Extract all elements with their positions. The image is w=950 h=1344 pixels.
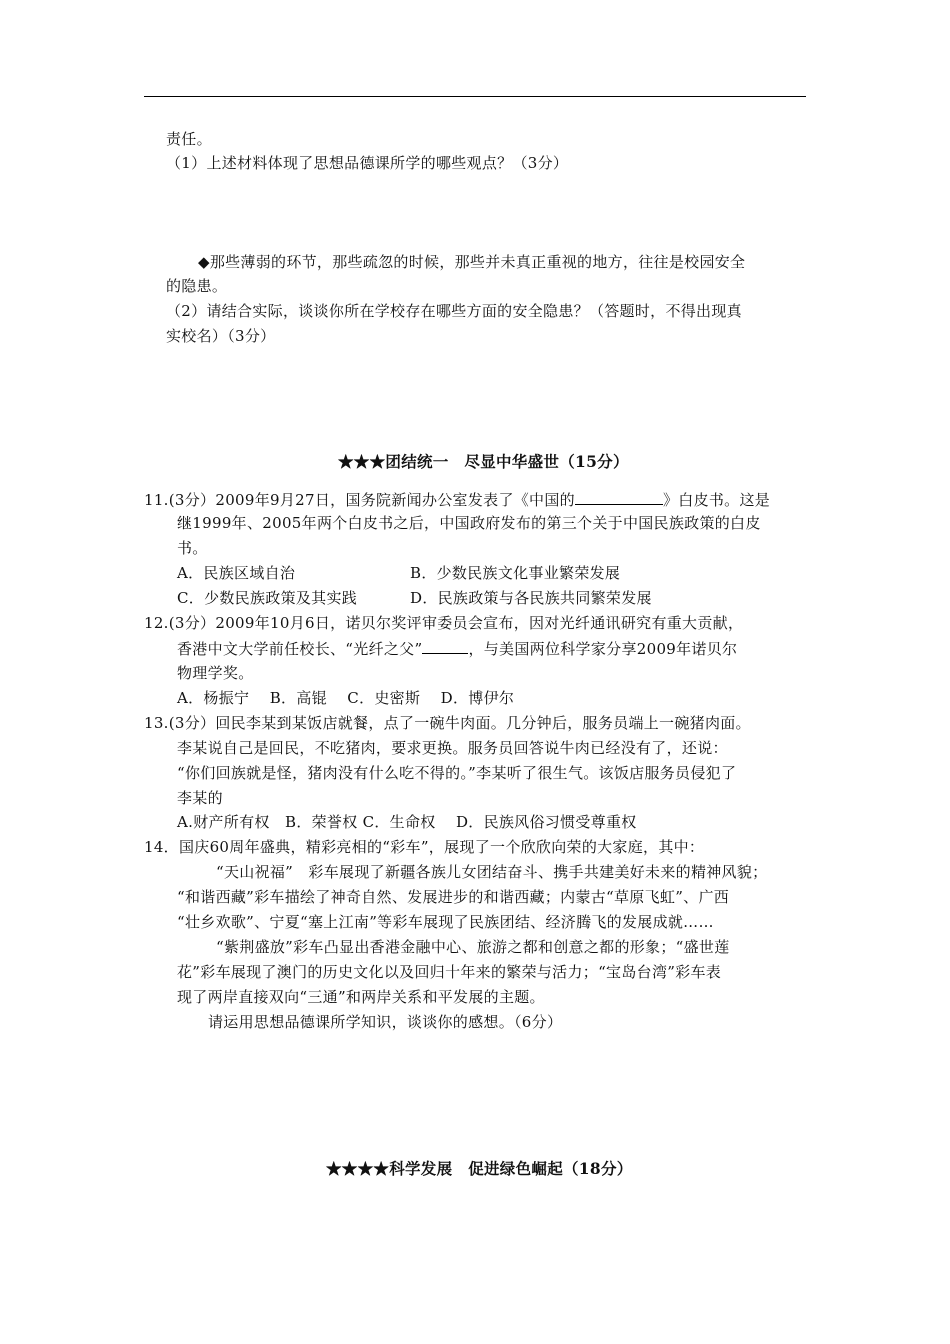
option-d: D．民族政策与各民族共同繁荣发展 [410, 589, 652, 607]
question-13-line: 李某的 [177, 789, 223, 807]
question-12-options: A．杨振宁 B．高锟 C．史密斯 D．博伊尔 [177, 689, 515, 707]
question-14-line: “天山祝福” 彩车展现了新疆各族儿女团结奋斗、携手共建美好未来的精神风貌； [216, 863, 768, 881]
question-part-2-cont: 实校名）（3分） [166, 327, 276, 345]
question-14-line: “紫荆盛放”彩车凸显出香港金融中心、旅游之都和创意之都的形象；“盛世莲 [216, 938, 730, 956]
material-line: 的隐患。 [166, 277, 228, 295]
question-14-line: “和谐西藏”彩车描绘了神奇自然、发展进步的和谐西藏；内蒙古“草原飞虹”、广西 [177, 888, 730, 906]
question-11: 11.(3分）2009年9月27日，国务院新闻办公室发表了《中国的 》白皮书。这是 [144, 491, 771, 509]
question-14-line: “壮乡欢歌”、宁夏“塞上江南”等彩车展现了民族团结、经济腾飞的发展成就…… [177, 913, 714, 931]
question-14-prompt: 请运用思想品德课所学知识，谈谈你的感想。（6分） [208, 1013, 563, 1031]
header-rule [144, 96, 806, 97]
question-13-line: “你们回族就是怪，猪肉没有什么吃不得的。”李某听了很生气。该饭店服务员侵犯了 [177, 764, 737, 782]
question-13: 13.(3分）回民李某到某饭店就餐，点了一碗牛肉面。几分钟后，服务员端上一碗猪肉面。 [144, 714, 751, 732]
question-13-options: A.财产所有权 B．荣誉权 C．生命权 D．民族风俗习惯受尊重权 [177, 813, 637, 831]
question-12-line: 香港中文大学前任校长、“光纤之父” ，与美国两位科学家分享2009年诺贝尔 [177, 640, 738, 658]
question-14: 14．国庆60周年盛典，精彩亮相的“彩车”，展现了一个欣欣向荣的大家庭，其中： [144, 838, 705, 856]
question-14-line: 花”彩车展现了澳门的历史文化以及回归十年来的繁荣与活力；“宝岛台湾”彩车表 [177, 963, 722, 981]
question-14-line: 现了两岸直接双向“三通”和两岸关系和平发展的主题。 [177, 988, 545, 1006]
answer-blank [575, 490, 663, 505]
option-b: B．少数民族文化事业繁荣发展 [410, 564, 621, 582]
question-part-2: （2）请结合实际，谈谈你所在学校存在哪些方面的安全隐患？（答题时，不得出现真 [166, 302, 742, 320]
option-c: C．少数民族政策及其实践 [177, 589, 358, 607]
question-part-1: （1）上述材料体现了思想品德课所学的哪些观点？（3分） [166, 154, 569, 172]
option-a: A．民族区域自治 [177, 564, 296, 582]
section-title: ★★★★科学发展 促进绿色崛起（18分） [326, 1159, 633, 1178]
material-line: ◆那些薄弱的环节，那些疏忽的时候，那些并未真正重视的地方，往往是校园安全 [198, 253, 746, 271]
question-11-line: 书。 [177, 539, 208, 557]
question-12: 12.(3分）2009年10月6日，诺贝尔奖评审委员会宣布，因对光纤通讯研究有重大贡献， [144, 614, 744, 632]
answer-blank [422, 639, 468, 654]
question-12-line: 物理学奖。 [177, 664, 254, 682]
section-title: ★★★团结统一 尽显中华盛世（15分） [338, 452, 629, 471]
question-13-line: 李某说自己是回民，不吃猪肉，要求更换。服务员回答说牛肉已经没有了，还说： [177, 739, 728, 757]
text-line: 责任。 [166, 130, 212, 148]
question-11-line: 继1999年、2005年两个白皮书之后，中国政府发布的第三个关于中国民族政策的白皮 [177, 514, 761, 532]
